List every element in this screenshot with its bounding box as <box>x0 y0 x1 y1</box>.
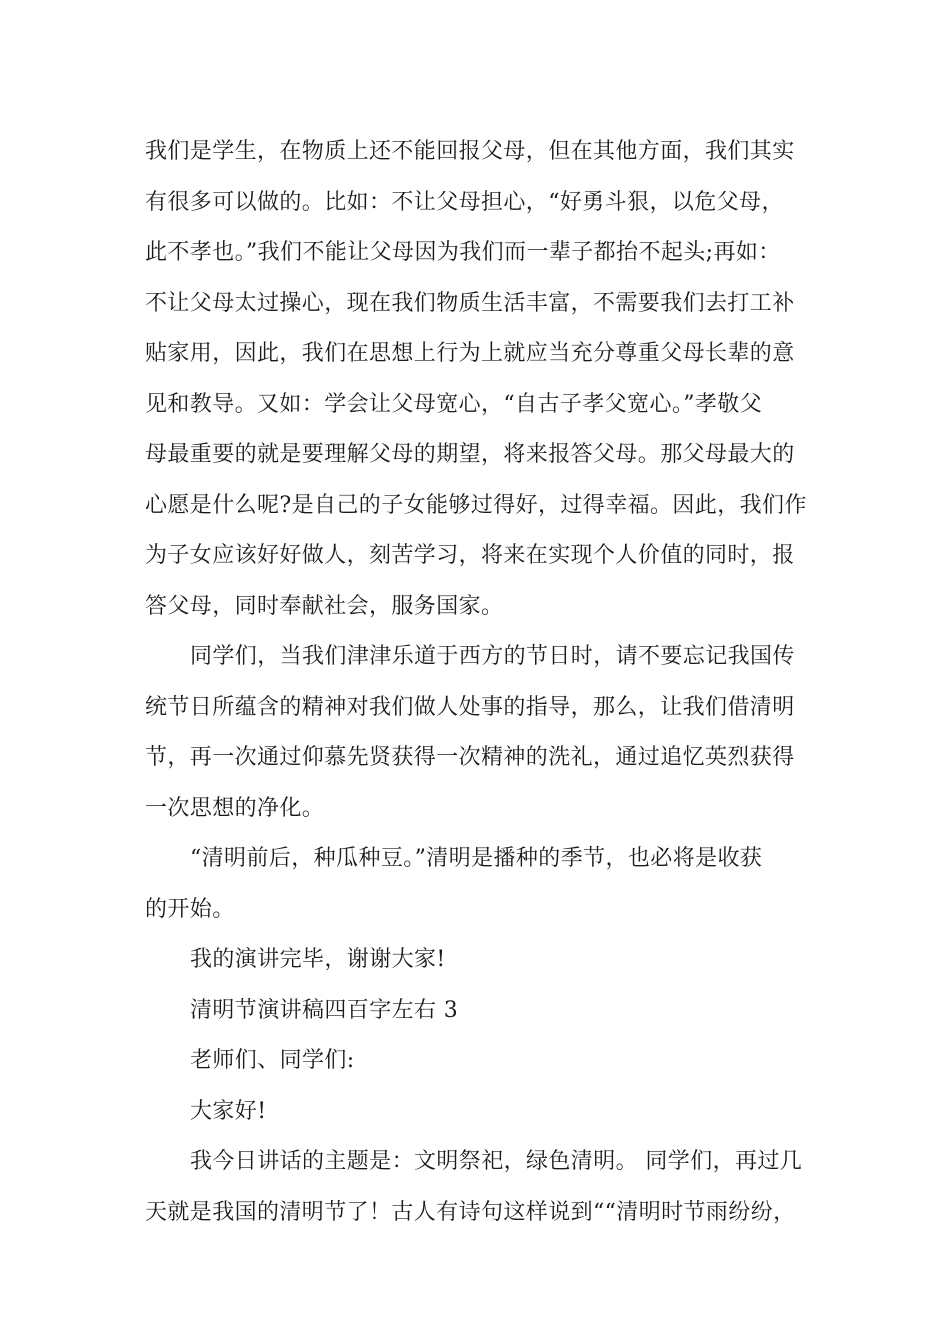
document-body <box>145 127 810 1238</box>
text-line: 清明节演讲稿四百字左右 3 <box>190 997 459 1023</box>
text-line: 我们是学生，在物质上还不能回报父母，但在其他方面，我们其实 <box>145 139 795 164</box>
text-line: 见和教导。又如：学会让父母宽心，“自古子孝父宽心。”孝敬父 <box>145 391 763 417</box>
text-line: 同学们，当我们津津乐道于西方的节日时，请不要忘记我国传 <box>190 644 795 669</box>
text-line: 母最重要的就是要理解父母的期望，将来报答父母。那父母最大的 <box>145 442 795 467</box>
text-line: 老师们、同学们: <box>190 1048 355 1073</box>
text-line: 我的演讲完毕，谢谢大家! <box>190 947 446 972</box>
text-line: 心愿是什么呢?是自己的子女能够过得好，过得幸福。因此，我们作 <box>145 492 807 518</box>
text-line: “清明前后，种瓜种豆。”清明是播种的季节，也必将是收获 <box>190 846 763 871</box>
text-line: 的开始。 <box>145 896 235 922</box>
text-line: 不让父母太过操心，现在我们物质生活丰富，不需要我们去打工补 <box>145 290 795 316</box>
text-line: 答父母，同时奉献社会，服务国家。 <box>145 593 504 619</box>
text-line: 统节日所蕴含的精神对我们做人处事的指导，那么，让我们借清明 <box>145 694 795 720</box>
text-line: 为子女应该好好做人，刻苦学习，将来在实现个人价值的同时，报 <box>145 543 795 568</box>
text-line: 此不孝也。”我们不能让父母因为我们而一辈子都抬不起头;再如： <box>145 240 781 265</box>
text-line: 天就是我国的清明节了！古人有诗句这样说到““清明时节雨纷纷， <box>145 1199 796 1225</box>
text-line: 一次思想的净化。 <box>145 795 325 821</box>
text-line: 我今日讲话的主题是：文明祭祀，绿色清明。 同学们，再过几 <box>190 1149 803 1174</box>
text-line: 贴家用，因此，我们在思想上行为上就应当充分尊重父母长辈的意 <box>145 341 795 366</box>
text-line: 节，再一次通过仰慕先贤获得一次精神的洗礼，通过追忆英烈获得 <box>145 745 795 770</box>
text-line: 大家好! <box>190 1098 267 1124</box>
text-line: 有很多可以做的。比如：不让父母担心，“好勇斗狠，以危父母， <box>145 189 784 215</box>
